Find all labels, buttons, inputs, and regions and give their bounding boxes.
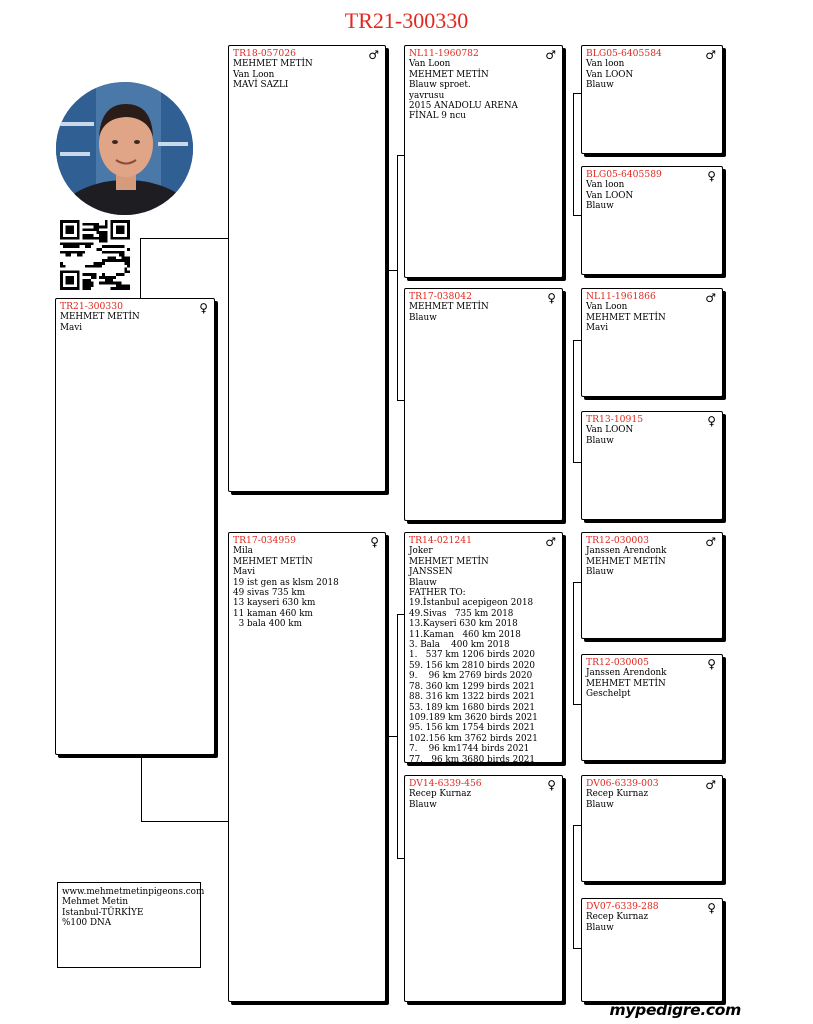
detail-line: Recep Kurnaz: [586, 912, 649, 923]
connector-line: [573, 948, 581, 949]
detail-line: Blauw: [409, 799, 437, 810]
male-icon: ♂: [545, 535, 556, 549]
detail-line: Van loon: [586, 59, 625, 70]
bird-details: [586, 425, 718, 446]
detail-line: Geschelpt: [586, 689, 631, 700]
detail-line: Mila: [233, 546, 253, 557]
detail-line: 1. 537 km 1206 birds 2020: [409, 650, 535, 661]
detail-line: 59. 156 km 2810 birds 2020: [409, 660, 536, 671]
bird-box-sds[interactable]: [581, 288, 723, 397]
connector-line: [397, 400, 404, 401]
detail-line: MAVİ SAZLI: [233, 80, 289, 91]
detail-line: 13.Kayseri 630 km 2018: [409, 619, 518, 630]
connector-line: [397, 614, 398, 858]
bird-details: [233, 546, 381, 629]
owner-info-lines: [62, 887, 205, 929]
detail-line: MEHMET METİN: [409, 302, 489, 313]
ring-number: DV07-6339-288: [586, 901, 659, 912]
bird-details: [586, 789, 718, 810]
detail-line: Janssen Arendonk: [586, 546, 667, 557]
connector-line: [573, 340, 581, 341]
connector-line: [573, 825, 581, 826]
detail-line: Van Loon: [586, 302, 628, 313]
detail-line: Recep Kurnaz: [409, 789, 472, 800]
female-icon: ♀: [547, 778, 556, 792]
connector-line: [397, 155, 404, 156]
detail-line: 49 sivas 735 km: [233, 588, 306, 599]
detail-line: Mehmet Metin: [62, 897, 128, 908]
detail-line: 49.Sivas 735 km 2018: [409, 608, 514, 619]
detail-line: Mavi: [586, 323, 609, 334]
male-icon: ♂: [705, 48, 716, 62]
detail-line: 3 bala 400 km: [233, 619, 302, 630]
bird-box-dds[interactable]: [581, 775, 723, 882]
female-icon: ♀: [707, 901, 716, 915]
connector-line: [573, 340, 574, 462]
pedigree-title: TR21-300330: [344, 8, 469, 33]
bird-details: [586, 546, 718, 577]
male-icon: ♂: [705, 291, 716, 305]
detail-line: FİNAL 9 ncu: [409, 111, 466, 122]
detail-line: MEHMET METİN: [586, 556, 666, 567]
male-icon: ♂: [705, 778, 716, 792]
ring-number: TR12-030005: [586, 657, 649, 668]
detail-line: 7. 96 km1744 birds 2021: [409, 744, 530, 755]
detail-line: Van loon: [586, 180, 625, 191]
bird-details: [586, 668, 718, 699]
connector-line: [573, 704, 581, 705]
connector-line: [573, 582, 574, 704]
bird-box-dam[interactable]: [228, 532, 386, 1002]
detail-line: yavrusu: [409, 90, 445, 101]
detail-line: Mavi: [60, 322, 83, 333]
detail-line: Janssen Arendonk: [586, 668, 667, 679]
detail-line: 19.İstanbul acepigeon 2018: [409, 598, 534, 609]
bird-box-sdd[interactable]: [581, 411, 723, 520]
bird-box-sire-dam[interactable]: [404, 288, 563, 521]
bird-box-sire[interactable]: [228, 45, 386, 492]
ring-number: TR12-030003: [586, 535, 649, 546]
ring-number: BLG05-6405584: [586, 48, 662, 59]
bird-box-ddd[interactable]: [581, 898, 723, 1002]
detail-line: 19 ist gen as klsm 2018: [233, 577, 339, 588]
male-icon: ♂: [705, 535, 716, 549]
connector-line: [397, 155, 398, 400]
detail-line: 11.Kaman 460 km 2018: [409, 629, 521, 640]
detail-line: Recep Kurnaz: [586, 789, 649, 800]
ring-number: TR17-034959: [233, 535, 296, 546]
ring-number: DV06-6339-003: [586, 778, 659, 789]
detail-line: MEHMET METİN: [409, 556, 489, 567]
connector-line: [141, 821, 228, 822]
detail-line: Blauw: [586, 799, 614, 810]
ring-number: TR17-038042: [409, 291, 472, 302]
connector-line: [140, 238, 228, 239]
detail-line: 78. 360 km 1299 birds 2021: [409, 681, 536, 692]
ring-number: TR18-057026: [233, 48, 296, 59]
ring-number: DV14-6339-456: [409, 778, 482, 789]
ring-number: NL11-1960782: [409, 48, 479, 59]
detail-line: 13 kayseri 630 km: [233, 598, 316, 609]
detail-line: JANSSEN: [409, 567, 453, 578]
bird-box-dam-sire[interactable]: [404, 532, 563, 763]
detail-line: 3. Bala 400 km 2018: [409, 640, 510, 651]
detail-line: Joker: [409, 546, 433, 557]
female-icon: ♀: [370, 535, 379, 549]
connector-line: [573, 825, 574, 948]
detail-line: Blauw: [586, 201, 614, 212]
detail-line: Mavi: [233, 567, 256, 578]
detail-line: www.mehmetmetinpigeons.com: [62, 887, 205, 897]
bird-box-subject[interactable]: [55, 298, 215, 755]
female-icon: ♀: [707, 657, 716, 671]
owner-photo: [56, 82, 193, 215]
owner-info-box: [57, 882, 205, 968]
detail-line: 9. 96 km 2769 birds 2020: [409, 671, 533, 682]
bird-box-sire-sire[interactable]: [404, 45, 563, 278]
connector-line: [573, 93, 574, 215]
bird-details: [409, 302, 558, 323]
detail-line: Van Loon: [233, 69, 275, 80]
bird-details: [586, 302, 718, 333]
detail-line: Istanbul-TÜRKİYE: [62, 907, 144, 918]
connector-line: [573, 582, 581, 583]
detail-line: MEHMET METİN: [60, 312, 140, 323]
connector-line: [397, 614, 404, 615]
detail-line: MEHMET METİN: [233, 556, 313, 567]
detail-line: 77. 96 km 3680 birds 2021: [409, 754, 535, 763]
detail-line: Blauw: [586, 922, 614, 933]
bird-details: [409, 59, 558, 121]
brand-logo: mypedigre.com: [609, 1001, 741, 1019]
ring-number: NL11-1961866: [586, 291, 656, 302]
detail-line: MEHMET METİN: [409, 69, 489, 80]
detail-line: FATHER TO:: [409, 588, 466, 599]
connector-line: [388, 736, 397, 737]
connector-line: [573, 462, 581, 463]
bird-box-ssd[interactable]: [581, 166, 723, 275]
detail-line: 11 kaman 460 km: [233, 608, 313, 619]
female-icon: ♀: [707, 169, 716, 183]
bird-details: [409, 546, 558, 763]
detail-line: Van LOON: [586, 69, 634, 80]
ring-number: TR14-021241: [409, 535, 472, 546]
detail-line: Blauw: [586, 567, 614, 578]
detail-line: Blauw: [586, 435, 614, 446]
female-icon: ♀: [707, 414, 716, 428]
bird-details: [586, 912, 718, 933]
detail-line: Van LOON: [586, 425, 634, 436]
detail-line: Van Loon: [409, 59, 451, 70]
detail-line: Blauw sproet.: [409, 80, 471, 91]
detail-line: MEHMET METİN: [586, 678, 666, 689]
female-icon: ♀: [547, 291, 556, 305]
bird-box-sss[interactable]: [581, 45, 723, 154]
detail-line: Blauw: [409, 312, 437, 323]
detail-line: 109.189 km 3620 birds 2021: [409, 712, 538, 723]
bird-details: [586, 180, 718, 211]
bird-details: [409, 789, 558, 810]
ring-number: BLG05-6405589: [586, 169, 662, 180]
bird-box-dsd[interactable]: [581, 654, 723, 761]
connector-line: [397, 858, 404, 859]
detail-line: Blauw: [409, 577, 437, 588]
bird-details: [60, 312, 210, 333]
bird-box-dss[interactable]: [581, 532, 723, 639]
male-icon: ♂: [545, 48, 556, 62]
qr-code: [60, 220, 130, 290]
detail-line: 95. 156 km 1754 birds 2021: [409, 723, 536, 734]
connector-line: [573, 215, 581, 216]
detail-line: %100 DNA: [62, 918, 112, 929]
connector-line: [573, 93, 581, 94]
bird-details: [233, 59, 381, 90]
detail-line: 53. 189 km 1680 birds 2021: [409, 702, 536, 713]
connector-line: [141, 756, 142, 821]
detail-line: MEHMET METİN: [233, 59, 313, 70]
female-icon: ♀: [199, 301, 208, 315]
male-icon: ♂: [368, 48, 379, 62]
detail-line: Van LOON: [586, 190, 634, 201]
bird-details: [586, 59, 718, 90]
detail-line: 2015 ANADOLU ARENA: [409, 101, 518, 112]
detail-line: 102.156 km 3762 birds 2021: [409, 733, 538, 744]
bird-box-dam-dam[interactable]: [404, 775, 563, 1002]
ring-number: TR21-300330: [60, 301, 123, 312]
detail-line: 88. 316 km 1322 birds 2021: [409, 692, 536, 703]
connector-line: [140, 238, 141, 298]
detail-line: Blauw: [586, 80, 614, 91]
ring-number: TR13-10915: [586, 414, 644, 425]
connector-line: [388, 270, 397, 271]
detail-line: MEHMET METİN: [586, 312, 666, 323]
